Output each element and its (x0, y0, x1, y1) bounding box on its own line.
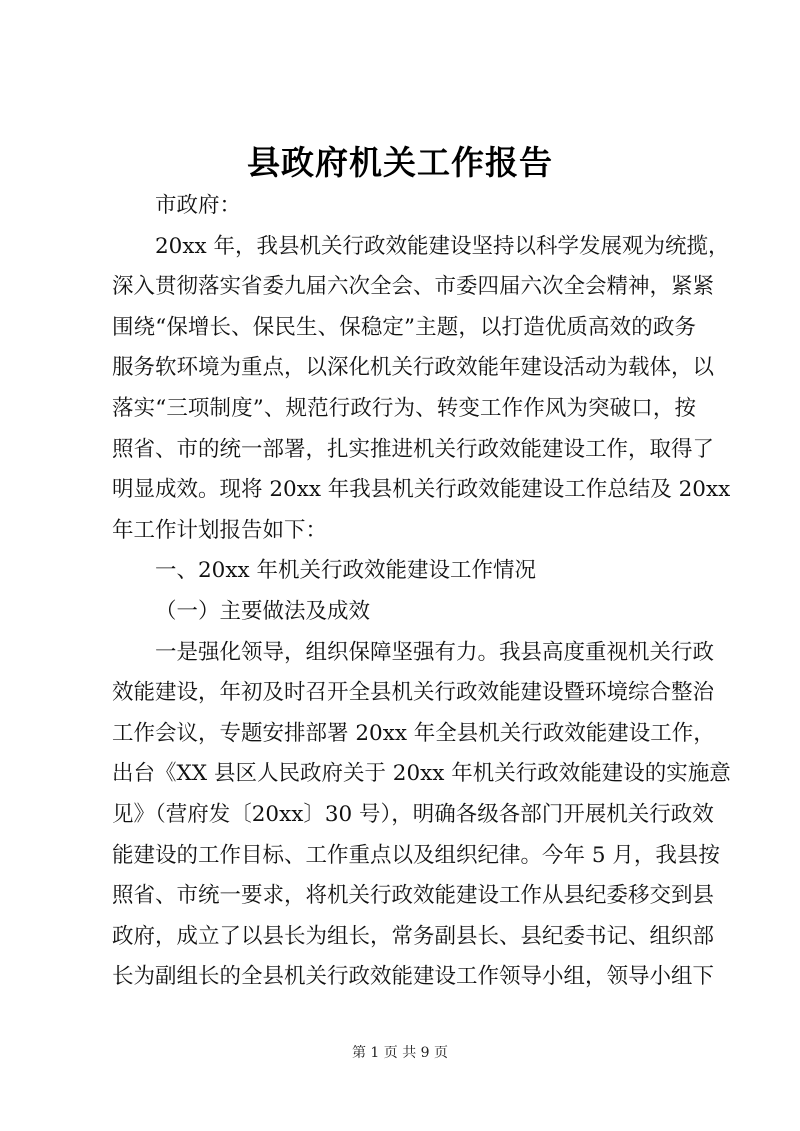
text-line: 一、20xx 年机关行政效能建设工作情况 (155, 558, 536, 584)
text-line: 照省、市统一要求，将机关行政效能建设工作从县纪委移交到县 (112, 883, 715, 909)
text-line: 政府，成立了以县长为组长，常务副县长、县纪委书记、组织部 (112, 923, 715, 949)
text-line: 市政府： (155, 193, 242, 218)
text-line: 20xx 年，我县机关行政效能建设坚持以科学发展观为统揽， (155, 233, 730, 259)
text-line: 效能建设，年初及时召开全县机关行政效能建设暨环境综合整治 (112, 680, 715, 706)
document-body (112, 186, 731, 998)
text-line: 服务软环境为重点，以深化机关行政效能年建设活动为载体，以 (112, 355, 715, 381)
text-line: 围绕“保增长、保民生、保稳定”主题，以打造优质高效的政务 (112, 314, 696, 340)
text-line: 工作会议，专题安排部署 20xx 年全县机关行政效能建设工作， (112, 720, 715, 746)
text-line: 年工作计划报告如下： (112, 517, 328, 543)
page-number-footer: 第 1 页 共 9 页 (351, 1045, 449, 1061)
text-line: 能建设的工作目标、工作重点以及组织纪律。今年 5 月，我县按 (112, 842, 720, 868)
text-line: 明显成效。现将 20xx 年我县机关行政效能建设工作总结及 20xx (112, 477, 731, 503)
text-line: 落实“三项制度”、规范行政行为、转变工作作风为突破口，按 (112, 395, 696, 421)
text-line: 深入贯彻落实省委九届六次全会、市委四届六次全会精神，紧紧 (112, 274, 715, 300)
document-title: 县政府机关工作报告 (247, 143, 553, 182)
text-line: （一）主要做法及成效 (155, 598, 371, 624)
text-line: 照省、市的统一部署，扎实推进机关行政效能建设工作，取得了 (112, 436, 715, 462)
text-line: 见》（营府发〔20xx〕30 号），明确各级各部门开展机关行政效 (112, 801, 714, 827)
text-line: 一是强化领导，组织保障坚强有力。我县高度重视机关行政 (155, 639, 715, 665)
text-line: 出台《XX 县区人民政府关于 20xx 年机关行政效能建设的实施意 (112, 761, 731, 787)
text-line: 长为副组长的全县机关行政效能建设工作领导小组，领导小组下 (112, 964, 715, 990)
